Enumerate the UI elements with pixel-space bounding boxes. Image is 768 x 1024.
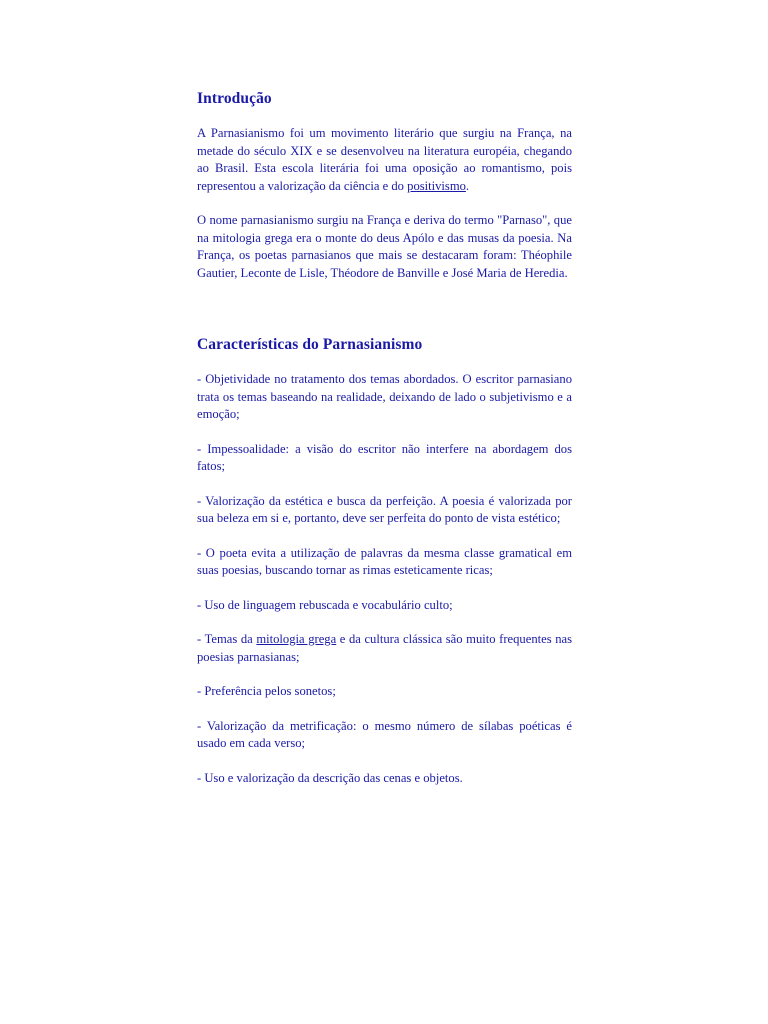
intro-paragraph-1-end: . xyxy=(465,178,470,193)
list-item: - Uso de linguagem rebuscada e vocabulário culto; xyxy=(197,597,453,612)
list-item: - O poeta evita a utilização de palavras da mesma classe gramatical em suas poesias, buscando tornar as rimas esteticamente ricas; xyxy=(197,545,572,577)
intro-paragraph-2: O nome parnasianismo surgiu na França e deriva do termo "Parnaso", que na mitologia grega era o monte do deus Apólo e das musas da poesia. Na França, os poetas parnasianos que mais se destacaram foram: Théophile Gautier, Leconte de Lisle, Théodore de Banville e José Maria de Heredia. xyxy=(197,213,572,280)
list-item: - Valorização da metrificação: o mesmo número de sílabas poéticas é usado em cada verso; xyxy=(197,718,572,750)
list-item: - Uso e valorização da descrição das cenas e objetos. xyxy=(197,770,463,785)
list-item-text-end: e da cultura clássica são muito frequentes nas poesias parnasianas; xyxy=(197,632,572,664)
list-item: - Valorização da estética e busca da perfeição. A poesia é valorizada por sua beleza em si e, portanto, deve ser perfeita do ponto de vista estético; xyxy=(197,493,572,525)
document-page xyxy=(197,90,572,804)
list-item xyxy=(197,631,572,666)
mitologia-grega-link[interactable]: mitologia grega xyxy=(256,632,337,646)
characteristics-list xyxy=(197,371,572,787)
positivismo-link[interactable]: positivismo xyxy=(407,178,466,193)
list-item: - Impessoalidade: a visão do escritor não interfere na abordagem dos fatos; xyxy=(197,441,572,473)
list-item-text: - Temas da xyxy=(197,632,257,646)
intro-heading: Introdução xyxy=(197,90,272,107)
intro-paragraph-1 xyxy=(197,125,572,195)
list-item: - Objetividade no tratamento dos temas abordados. O escritor parnasiano trata os temas baseando na realidade, deixando de lado o subjetivismo e a emoção; xyxy=(197,372,572,421)
characteristics-heading: Características do Parnasianismo xyxy=(197,336,423,353)
list-item: - Preferência pelos sonetos; xyxy=(197,684,336,698)
intro-paragraph-1-text: A Parnasianismo foi um movimento literário que surgiu na França, na metade do século XIX e se desenvolveu na literatura européia, chegando ao Brasil. Esta escola literária foi uma oposição ao romantismo, pois representou a valorização da ciência e do xyxy=(197,126,572,193)
